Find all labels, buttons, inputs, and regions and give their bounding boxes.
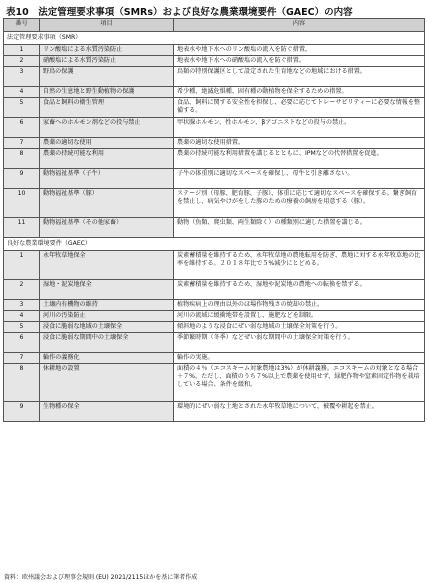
row-number: 8	[4, 364, 40, 402]
table-row	[4, 280, 425, 300]
row-content: 季節繁時期（冬季）などぜい弱な期間中の土壌保全対策を行う。	[174, 333, 425, 353]
table-row	[4, 218, 425, 238]
row-content: 農薬の持続可能な利用措置を講じるとともに、IPMなどの代替措置を促進。	[174, 149, 425, 169]
row-item: 輪作の義務化	[40, 353, 174, 364]
table-row	[4, 364, 425, 402]
row-number: 3	[4, 300, 40, 311]
header-item: 項目	[40, 19, 174, 32]
table-row	[4, 402, 425, 422]
row-number: 6	[4, 118, 40, 138]
row-content: 輪作の実施。	[174, 353, 425, 364]
row-number: 8	[4, 149, 40, 169]
row-number: 1	[4, 251, 40, 280]
row-content: 地表水や地下水へのリン酸塩の流入を防ぐ措置。	[174, 45, 425, 56]
row-number: 4	[4, 311, 40, 322]
table-row	[4, 87, 425, 98]
row-number: 9	[4, 169, 40, 189]
table-row	[4, 189, 425, 218]
table-row	[4, 56, 425, 67]
row-number: 7	[4, 138, 40, 149]
table-row	[4, 169, 425, 189]
table-row	[4, 251, 425, 280]
section-header-row	[4, 238, 425, 251]
row-number: 5	[4, 322, 40, 333]
row-content: 炭素蓄積量を維持するため、湿地や泥炭地の農地への転換を禁ずる。	[174, 280, 425, 300]
row-item: 動物福祉基準（豚）	[40, 189, 174, 218]
header-content: 内容	[174, 19, 425, 32]
row-content: 面積の４％（エコスキーム対象農地は3%）が休耕義務。エコスキームの対象となる場合＋７%。ただし、面積のうち７%以上で農薬を使用せず、緑肥作物や窒素固定作物を栽培している場合、条件を緩和。	[174, 364, 425, 402]
row-content: 河川の流域に緩衝地帯を設置し、施肥などを制限。	[174, 311, 425, 322]
row-item: 食品と飼料の衛生管理	[40, 98, 174, 118]
row-number: 1	[4, 45, 40, 56]
row-number: 11	[4, 218, 40, 238]
row-content: 地表水や地下水への硝酸塩の流入を防ぐ措置。	[174, 56, 425, 67]
table-row	[4, 138, 425, 149]
row-number: 7	[4, 353, 40, 364]
table-row	[4, 311, 425, 322]
row-item: 家畜へのホルモン剤などの投与禁止	[40, 118, 174, 138]
row-item: 動物福祉基準（子牛）	[40, 169, 174, 189]
row-content: 環境的にぜい弱な土地とされた永年牧草地について、被覆や耕起を禁止。	[174, 402, 425, 422]
row-number: 6	[4, 333, 40, 353]
row-item: 休耕地の設置	[40, 364, 174, 402]
section-label: 良好な農業環境要件（GAEC）	[4, 238, 425, 251]
row-item: 農薬の適切な使用	[40, 138, 174, 149]
row-item: 硝酸塩による水質汚染防止	[40, 56, 174, 67]
row-item: 動物福祉基準（その他家畜）	[40, 218, 174, 238]
table-row	[4, 45, 425, 56]
table-row	[4, 300, 425, 311]
row-content: 植物疾病上の理由以外のほ場作物残さの焼却の禁止。	[174, 300, 425, 311]
row-content: 動物（魚類、爬虫類、両生類除く）の種類別に適した措置を講じる。	[174, 218, 425, 238]
row-item: リン酸塩による水質汚染防止	[40, 45, 174, 56]
row-content: 傾斜地のような浸食にぜい弱な地域の土壌保全対策を行う。	[174, 322, 425, 333]
requirements-table	[3, 18, 425, 422]
row-item: 浸食に脆弱な期間中の土壌保全	[40, 333, 174, 353]
section-label: 法定管理要求事項（SMR）	[4, 32, 425, 45]
row-content: ステージ別（母豚、肥育豚、子豚）、体重に応じて適切なスペースを確保する。繋ぎ飼育を禁止し、病気やけがをした豚のための療養の飼房を用意する（豚）。	[174, 189, 425, 218]
section-header-row	[4, 32, 425, 45]
table-row	[4, 353, 425, 364]
row-number: 5	[4, 98, 40, 118]
table-header-row	[4, 19, 425, 32]
row-content: 甲状腺ホルモン、性ホルモン、βアゴニストなどの投与の禁止。	[174, 118, 425, 138]
row-content: 食品、飼料に関する安全性を担保し、必要に応じてトレーサビリティーに必要な情報を整備する。	[174, 98, 425, 118]
row-item: 浸食に脆弱な地域の土壌保全	[40, 322, 174, 333]
row-content: 子牛の体重別に適切なスペースを確保し、母牛と引き離さない。	[174, 169, 425, 189]
row-item: 河川の汚染防止	[40, 311, 174, 322]
row-number: 2	[4, 280, 40, 300]
row-number: 2	[4, 56, 40, 67]
table-row	[4, 322, 425, 333]
row-number: 9	[4, 402, 40, 422]
row-number: 10	[4, 189, 40, 218]
table-row	[4, 333, 425, 353]
row-content: 鳥類の特別保護区として設定された生育地などの地域における措置。	[174, 67, 425, 87]
row-item: 農薬の持続可能な利用	[40, 149, 174, 169]
row-content: 農薬の適切な使用措置。	[174, 138, 425, 149]
table-title: 表10 法定管理要求事項（SMRs）および良好な農業環境要件（GAEC）の内容	[6, 7, 353, 18]
row-item: 生物種の保全	[40, 402, 174, 422]
row-item: 野鳥の保護	[40, 67, 174, 87]
table-row	[4, 67, 425, 87]
table-row	[4, 149, 425, 169]
row-item: 土壌内有機物の維持	[40, 300, 174, 311]
row-item: 自然の生息地と野生動植物の保護	[40, 87, 174, 98]
header-num: 番号	[4, 19, 40, 32]
row-item: 永年牧草地保全	[40, 251, 174, 280]
row-number: 3	[4, 67, 40, 87]
table-row	[4, 118, 425, 138]
row-number: 4	[4, 87, 40, 98]
row-content: 希少種、絶滅危惧種、固有種の動植物を保全するための措置。	[174, 87, 425, 98]
source-note: 資料：欧州議会および理事会規則 (EU) 2021/2115ほかを基に筆者作成	[4, 574, 198, 581]
table-row	[4, 98, 425, 118]
row-item: 湿地・泥炭地保全	[40, 280, 174, 300]
row-content: 炭素蓄積量を維持するため、永年牧草地の農地転用を防ぎ、農地に対する永年牧草地の比率を維持する。２０１８年比で５%減少にとどめる。	[174, 251, 425, 280]
